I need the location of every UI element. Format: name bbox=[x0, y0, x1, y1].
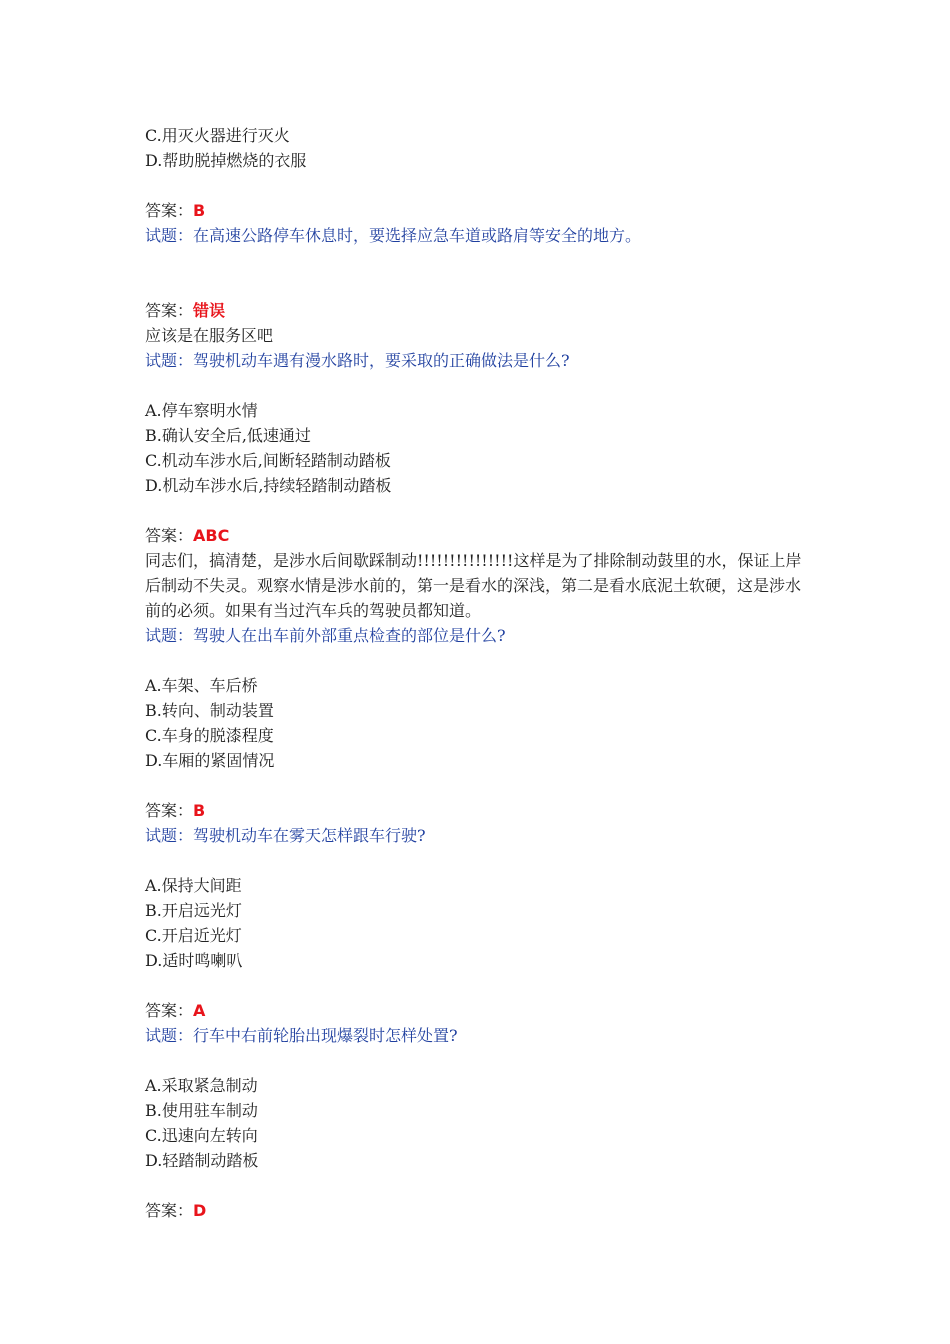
option-d: D.适时鸣喇叭 bbox=[145, 951, 243, 970]
answer-label: 答案： bbox=[145, 1201, 194, 1220]
answer-line bbox=[145, 523, 815, 548]
answer-value: B bbox=[193, 201, 206, 220]
answer-value: 错误 bbox=[193, 301, 226, 320]
question: 试题：驾驶机动车在雾天怎样跟车行驶? bbox=[145, 826, 426, 845]
option-b: B.转向、制动装置 bbox=[145, 701, 274, 720]
option-b: B.确认安全后,低速通过 bbox=[145, 426, 311, 445]
option-c: C.机动车涉水后,间断轻踏制动踏板 bbox=[145, 451, 391, 470]
answer-line bbox=[145, 198, 815, 223]
answer-value: D bbox=[193, 1201, 207, 1220]
answer-value: B bbox=[193, 801, 206, 820]
comment: 应该是在服务区吧 bbox=[145, 326, 274, 345]
option-c: C.开启近光灯 bbox=[145, 926, 242, 945]
question: 试题：在高速公路停车休息时，要选择应急车道或路肩等安全的地方。 bbox=[145, 226, 642, 245]
answer-label: 答案： bbox=[145, 526, 194, 545]
answer-value: A bbox=[193, 1001, 206, 1020]
answer-label: 答案： bbox=[145, 801, 194, 820]
option-a: A.停车察明水情 bbox=[145, 401, 258, 420]
option-a: A.车架、车后桥 bbox=[145, 676, 258, 695]
answer-label: 答案： bbox=[145, 201, 194, 220]
question: 试题：驾驶机动车遇有漫水路时，要采取的正确做法是什么? bbox=[145, 351, 570, 370]
question: 试题：驾驶人在出车前外部重点检查的部位是什么? bbox=[145, 626, 506, 645]
answer-label: 答案： bbox=[145, 301, 194, 320]
answer-line bbox=[145, 298, 815, 323]
option-c: C.用灭火器进行灭火 bbox=[145, 126, 290, 145]
option-d: D.帮助脱掉燃烧的衣服 bbox=[145, 151, 307, 170]
document-page bbox=[145, 123, 815, 1223]
comment: 同志们，搞清楚，是涉水后间歇踩制动!!!!!!!!!!!!!!!这样是为了排除制动鼓里的水，保证上岸后制动不失灵。观察水情是涉水前的，第一是看水的深浅，第二是看水底泥土软硬，这是涉水前的必须。如果有当过汽车兵的驾驶员都知道。 bbox=[145, 551, 802, 620]
option-d: D.车厢的紧固情况 bbox=[145, 751, 275, 770]
answer-value: ABC bbox=[193, 526, 230, 545]
answer-label: 答案： bbox=[145, 1001, 194, 1020]
option-a: A.保持大间距 bbox=[145, 876, 242, 895]
option-c: C.迅速向左转向 bbox=[145, 1126, 258, 1145]
option-b: B.使用驻车制动 bbox=[145, 1101, 258, 1120]
option-b: B.开启远光灯 bbox=[145, 901, 242, 920]
answer-line bbox=[145, 998, 815, 1023]
answer-line bbox=[145, 798, 815, 823]
option-c: C.车身的脱漆程度 bbox=[145, 726, 274, 745]
answer-line bbox=[145, 1198, 815, 1223]
option-d: D.轻踏制动踏板 bbox=[145, 1151, 259, 1170]
option-d: D.机动车涉水后,持续轻踏制动踏板 bbox=[145, 476, 392, 495]
option-a: A.采取紧急制动 bbox=[145, 1076, 258, 1095]
question: 试题：行车中右前轮胎出现爆裂时怎样处置? bbox=[145, 1026, 458, 1045]
